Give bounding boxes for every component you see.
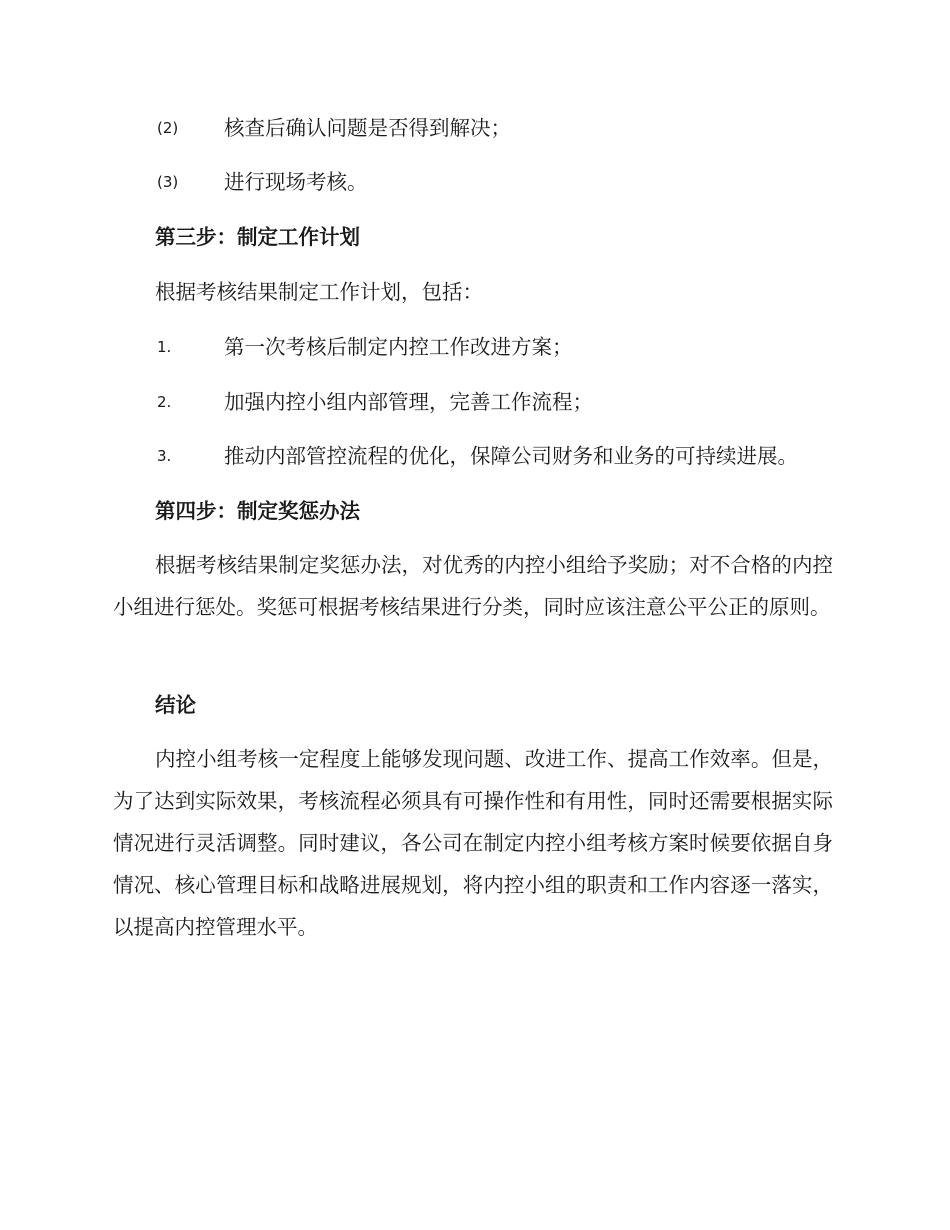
step4-heading: 第四步：制定奖惩办法	[155, 499, 360, 523]
list-item-text: 进行现场考核。	[224, 170, 368, 194]
conclusion-heading: 结论	[155, 693, 196, 717]
conclusion-paragraph: 内控小组考核一定程度上能够发现问题、改进工作、提高工作效率。但是，为了达到实际效果，考核流程必须具有可操作性和有用性，同时还需要根据实际情况进行灵活调整。同时建议，各公司在制定内控小组考核方案时候要依据自身情况、核心管理目标和战略进展规划，将内控小组的职责和工作内容逐一落实，以提高内控管理水平。	[113, 747, 833, 939]
list-item-text: 核查后确认问题是否得到解决；	[224, 116, 511, 140]
list-item-number: 3.	[157, 447, 172, 465]
step4-paragraph: 根据考核结果制定奖惩办法，对优秀的内控小组给予奖励；对不合格的内控小组进行惩处。奖惩可根据考核结果进行分类，同时应该注意公平公正的原则。	[113, 553, 833, 619]
list-item-text: 推动内部管控流程的优化，保障公司财务和业务的可持续进展。	[224, 444, 798, 468]
list-item-number: 1.	[157, 338, 172, 356]
step3-heading: 第三步：制定工作计划	[155, 225, 360, 249]
step3-intro: 根据考核结果制定工作计划，包括：	[155, 280, 483, 304]
list-item-number: (3)	[157, 173, 179, 191]
list-item-text: 第一次考核后制定内控工作改进方案；	[224, 335, 573, 359]
list-item-number: (2)	[157, 119, 179, 137]
list-item-text: 加强内控小组内部管理，完善工作流程；	[224, 390, 593, 414]
list-item-number: 2.	[157, 393, 172, 411]
